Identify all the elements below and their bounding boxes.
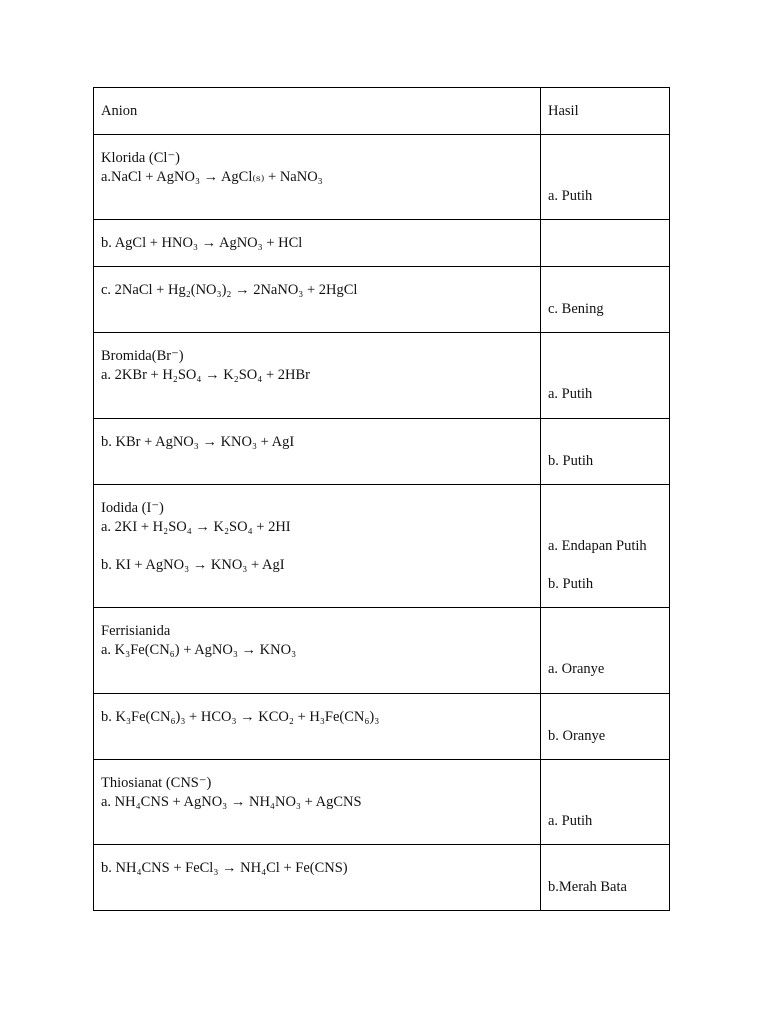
table-row <box>94 694 670 760</box>
anion-name: Thiosianat (CNS⁻) <box>101 775 212 791</box>
reaction-equation: a. 2KBr + H₂SO₄ → K₂SO₄ + 2HBr <box>101 367 310 383</box>
reaction-equation: b. K₃Fe(CN₆)₃ + HCO₃ → KCO₂ + H₃Fe(CN₆)₃ <box>101 709 380 725</box>
hasil-value: a. Putih <box>548 188 593 204</box>
hasil-cell <box>541 419 670 485</box>
anion-cell <box>94 845 541 911</box>
hasil-value: a. Oranye <box>548 661 605 677</box>
hasil-cell <box>541 694 670 760</box>
anion-name: Iodida (I⁻) <box>101 500 164 516</box>
anion-cell <box>94 760 541 845</box>
hasil-cell <box>541 333 670 419</box>
anion-cell <box>94 135 541 220</box>
anion-name: Bromida(Br⁻) <box>101 348 184 364</box>
hasil-value: b.Merah Bata <box>548 879 627 895</box>
hasil-cell <box>541 760 670 845</box>
table-row <box>94 267 670 333</box>
table-row <box>94 845 670 911</box>
table-row <box>94 135 670 220</box>
anion-name: Klorida (Cl⁻) <box>101 150 180 166</box>
anion-cell <box>94 333 541 419</box>
table-row <box>94 485 670 608</box>
hasil-value: b. Putih <box>548 453 594 469</box>
table-row <box>94 760 670 845</box>
hasil-cell <box>541 608 670 694</box>
reaction-equation: b. AgCl + HNO₃ → AgNO₃ + HCl <box>101 235 303 251</box>
reaction-equation: b. KBr + AgNO₃ → KNO₃ + AgI <box>101 434 295 450</box>
table-row <box>94 220 670 267</box>
table-header-row <box>94 88 670 135</box>
table-row <box>94 608 670 694</box>
hasil-cell <box>541 485 670 608</box>
table-row <box>94 333 670 419</box>
hasil-value: c. Bening <box>548 301 604 317</box>
anion-cell <box>94 220 541 267</box>
hasil-value: b. Oranye <box>548 728 606 744</box>
hasil-cell <box>541 220 670 267</box>
hasil-value: a. Putih <box>548 386 593 402</box>
reaction-equation: a. 2KI + H₂SO₄ → K₂SO₄ + 2HI <box>101 519 291 535</box>
hasil-cell <box>541 135 670 220</box>
reaction-equation: b. KI + AgNO₃ → KNO₃ + AgI <box>101 557 285 573</box>
anion-cell <box>94 419 541 485</box>
hasil-value: a. Putih <box>548 813 593 829</box>
anion-cell <box>94 267 541 333</box>
header-hasil: Hasil <box>541 88 670 135</box>
hasil-value: b. Putih <box>548 576 594 592</box>
anion-name: Ferrisianida <box>101 623 171 639</box>
anion-results-table <box>93 87 670 911</box>
reaction-equation: a. NH₄CNS + AgNO₃ → NH₄NO₃ + AgCNS <box>101 794 362 810</box>
hasil-cell <box>541 267 670 333</box>
anion-cell <box>94 485 541 608</box>
hasil-cell <box>541 845 670 911</box>
reaction-equation: b. NH₄CNS + FeCl₃ → NH₄Cl + Fe(CNS) <box>101 860 348 876</box>
header-anion: Anion <box>94 88 541 135</box>
anion-cell <box>94 694 541 760</box>
table-row <box>94 419 670 485</box>
reaction-equation: a.NaCl + AgNO₃ → AgCl₍ₛ₎ + NaNO₃ <box>101 169 323 185</box>
reaction-equation: a. K₃Fe(CN₆) + AgNO₃ → KNO₃ <box>101 642 297 658</box>
anion-cell <box>94 608 541 694</box>
reaction-equation: c. 2NaCl + Hg₂(NO₃)₂ → 2NaNO₃ + 2HgCl <box>101 282 358 298</box>
hasil-value: a. Endapan Putih <box>548 538 647 554</box>
